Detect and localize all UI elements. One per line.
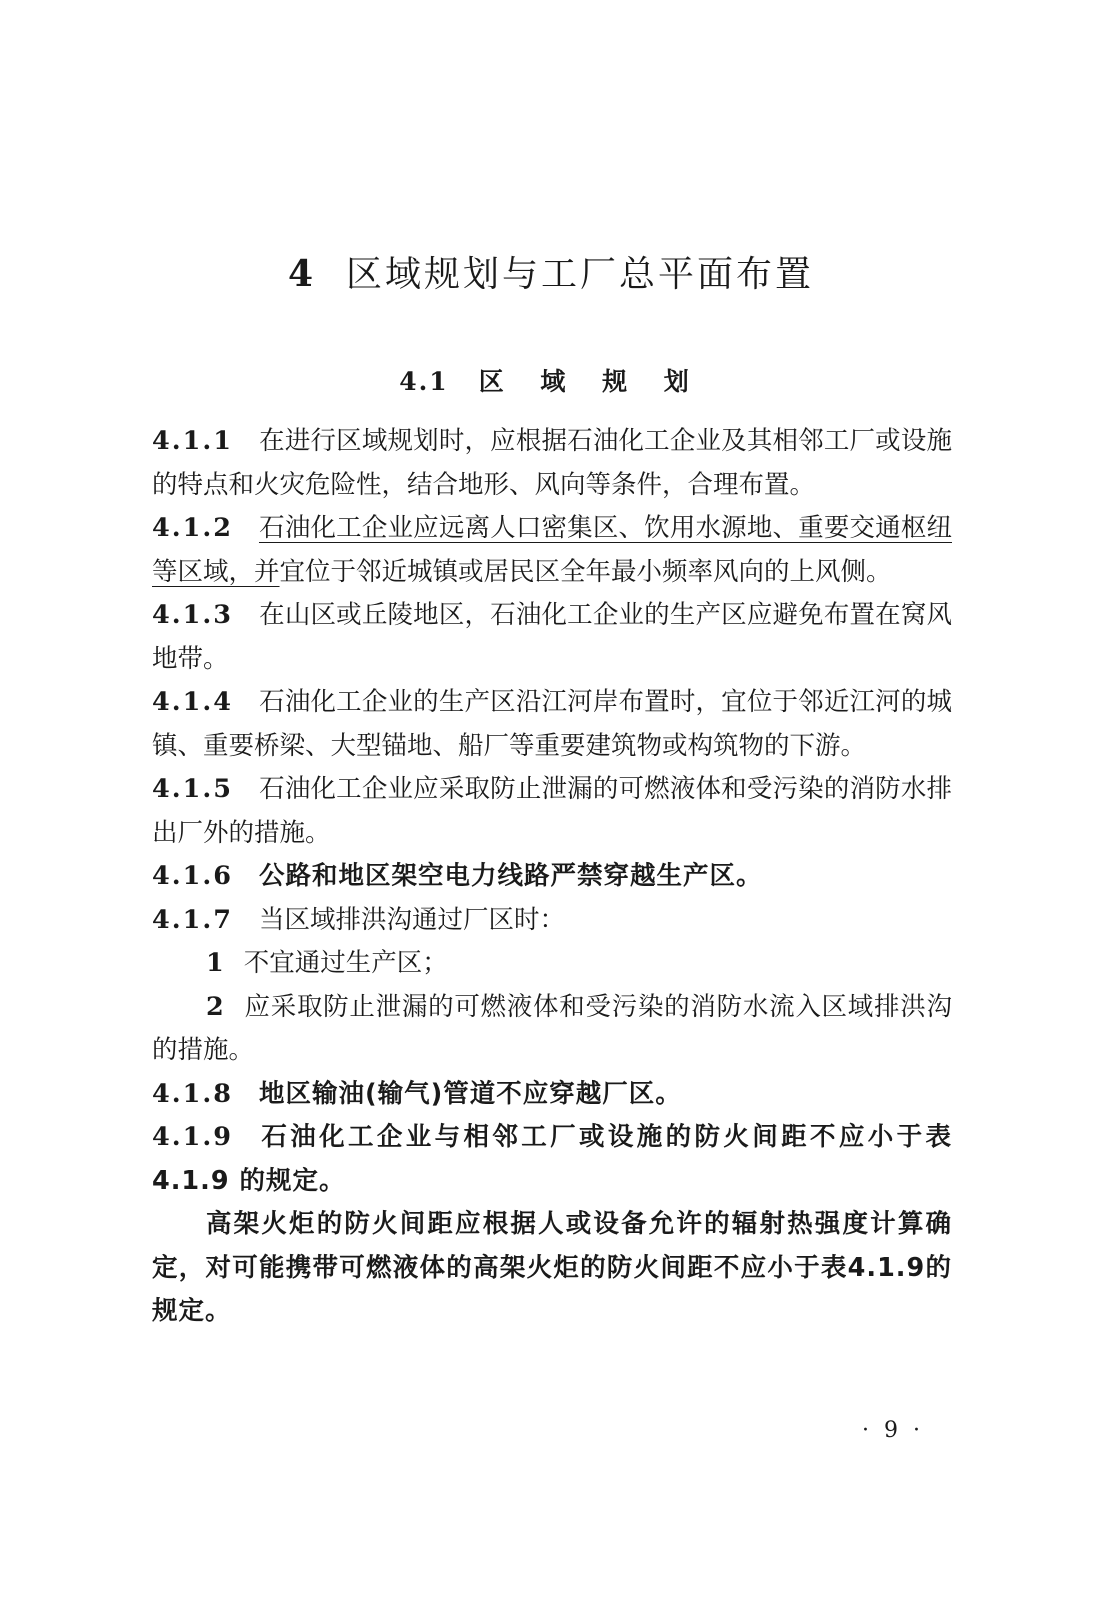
item-number: 1	[206, 948, 224, 978]
clause-text: 宜位于邻近城镇或居民区全年最小频率风向的上风侧。	[279, 556, 892, 587]
document-body	[152, 420, 952, 1334]
clause-4-1-5	[152, 768, 952, 855]
clause-number: 4.1.9	[152, 1122, 233, 1152]
clause-number: 4.1.3	[152, 600, 233, 630]
clause-text: 石油化工企业应采取防止泄漏的可燃液体和受污染的消防水排出厂外的措施。	[152, 774, 952, 848]
clause-4-1-4	[152, 681, 952, 768]
clause-4-1-9-paragraph: 高架火炬的防火间距应根据人或设备允许的辐射热强度计算确定，对可能携带可燃液体的高架火炬的防火间距不应小于表4.1.9的规定。	[152, 1209, 952, 1326]
clause-number: 4.1.2	[152, 513, 233, 543]
item-text: 不宜通过生产区；	[243, 948, 448, 978]
clause-text: 当区域排洪沟通过厂区时：	[258, 904, 565, 935]
clause-number: 4.1.6	[152, 861, 233, 891]
clause-4-1-9	[152, 1116, 952, 1203]
clause-text: 石油化工企业的生产区沿江河岸布置时，宜位于邻近江河的城镇、重要桥梁、大型锚地、船厂等重要建筑物或构筑物的下游。	[152, 687, 952, 761]
clause-4-1-7-item-2	[152, 986, 952, 1073]
clause-text: 石油化工企业与相邻工厂或设施的防火间距不应小于表4.1.9 的规定。	[152, 1122, 952, 1196]
clause-number: 4.1.1	[152, 426, 233, 456]
clause-number: 4.1.7	[152, 904, 233, 935]
clause-4-1-7-item-1	[152, 942, 952, 986]
chapter-title	[0, 246, 1102, 297]
page-number: · 9 ·	[862, 1418, 924, 1443]
clause-4-1-1	[152, 420, 952, 507]
clause-4-1-8	[152, 1073, 952, 1117]
clause-number: 4.1.5	[152, 774, 233, 804]
clause-number: 4.1.4	[152, 687, 233, 717]
clause-number: 4.1.8	[152, 1078, 233, 1109]
clause-4-1-6	[152, 855, 952, 899]
item-text: 应采取防止泄漏的可燃液体和受污染的消防水流入区域排洪沟的措施。	[152, 991, 952, 1065]
chapter-number: 4	[287, 253, 317, 295]
clause-text: 地区输油(输气)管道不应穿越厂区。	[258, 1078, 682, 1109]
clause-text: 在山区或丘陵地区，石油化工企业的生产区应避免布置在窝风地带。	[152, 600, 952, 674]
clause-4-1-7	[152, 899, 952, 943]
item-number: 2	[206, 991, 224, 1022]
clause-4-1-3	[152, 594, 952, 681]
section-title	[0, 362, 1102, 398]
clause-4-1-2	[152, 507, 952, 594]
section-number: 4.1	[399, 367, 449, 396]
clause-text: 在进行区域规划时，应根据石油化工企业及其相邻工厂或设施的特点和火灾危险性，结合地形、风向等条件，合理布置。	[152, 426, 952, 500]
clause-underlined-text: 石油化工企业应远离人口密集区、饮用水源地、重要交通枢纽等区域，并	[152, 513, 952, 587]
section-title-text: 区 域 规 划	[478, 367, 703, 396]
clause-text: 公路和地区架空电力线路严禁穿越生产区。	[258, 861, 763, 891]
chapter-title-text: 区域规划与工厂总平面布置	[346, 254, 815, 295]
